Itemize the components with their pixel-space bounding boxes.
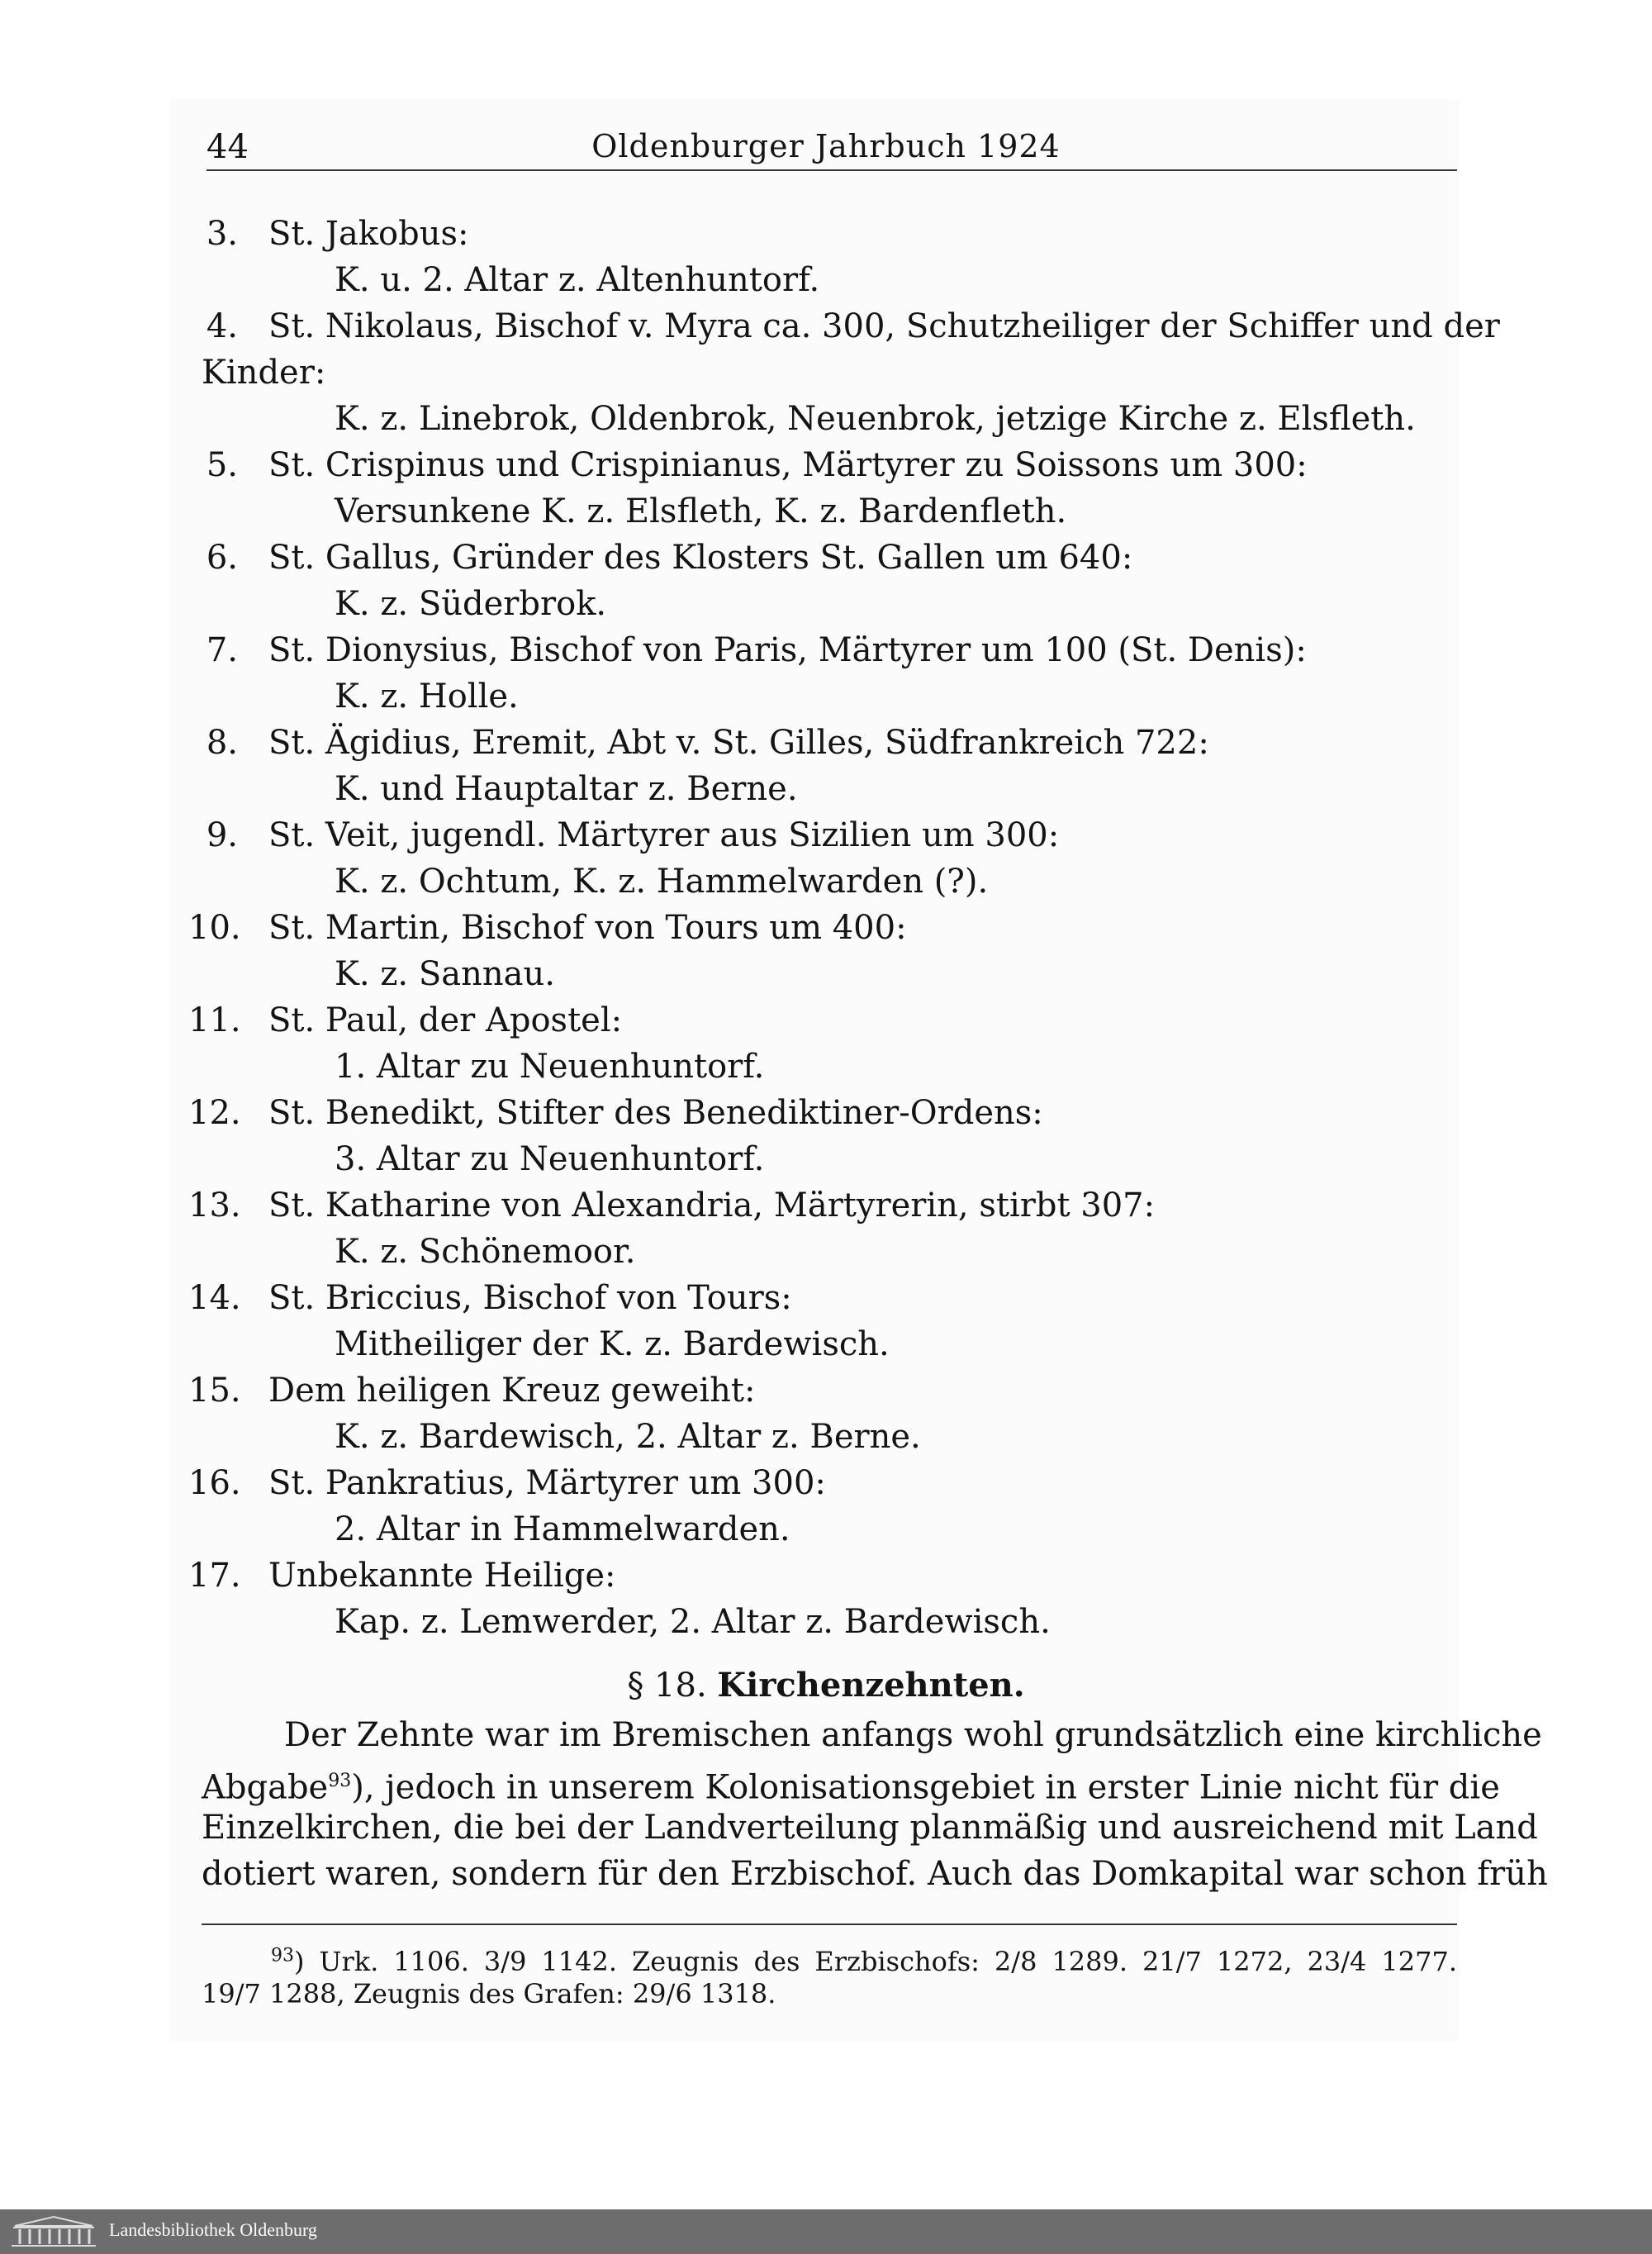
entry-number: 7. [206,631,238,669]
entry-detail: K. z. Holle. [335,678,519,716]
entry-detail: 2. Altar in Hammelwarden. [335,1510,790,1548]
list-entry [0,303,1652,442]
list-entry [0,1460,1652,1553]
entry-number: 4. [206,307,238,345]
entry-detail: K. z. Süderbrok. [335,585,607,623]
entry-detail: K. z. Linebrok, Oldenbrok, Neuenbrok, jetzige Kirche z. Elsfleth. [335,400,1416,438]
entry-number: 6. [206,539,238,577]
entry-number: 9. [206,816,238,854]
body-paragraph [202,1712,1548,1897]
entry-number: 16. [188,1464,241,1502]
section-number: § 18. [627,1667,707,1705]
paragraph-line: Abgabe$^{93}$), jedoch in unserem Kolonisationsgebiet in erster Linie nicht für die [202,1768,1500,1807]
list-entry [0,720,1652,812]
footnote-line: $^{93}$) Urk. 1106. 3/9 1142. Zeugnis des Erzbischofs: 2/8 1289. 21/7 1272, 23/4 1277. [271,1945,1457,1977]
footnote [202,1937,1457,2013]
saints-list [0,211,1652,1645]
entry-title: St. Katharine von Alexandria, Märtyrerin, stirbt 307: [268,1186,1156,1224]
list-entry [0,997,1652,1090]
entry-title: St. Dionysius, Bischof von Paris, Märtyrer um 100 (St. Denis): [268,631,1307,669]
list-entry [0,1182,1652,1275]
entry-detail: Versunkene K. z. Elsfleth, K. z. Bardenfleth. [335,492,1067,530]
entry-title: St. Ägidius, Eremit, Abt v. St. Gilles, Südfrankreich 722: [268,724,1209,762]
entry-detail: K. z. Sannau. [335,955,555,993]
page-number: 44 [206,128,249,166]
entry-number: 17. [188,1557,241,1595]
entry-number: 8. [206,724,238,762]
list-entry [0,812,1652,905]
entry-title: St. Martin, Bischof von Tours um 400: [268,909,907,947]
footnote-line: 19/7 1288, Zeugnis des Grafen: 29/6 1318. [202,1978,776,2009]
list-entry [0,535,1652,627]
section-title: Kirchenzehnten. [717,1666,1025,1705]
entry-number: 11. [188,1001,241,1039]
entry-title: St. Jakobus: [268,215,469,253]
paragraph-line: dotiert waren, sondern für den Erzbischof. Auch das Domkapital war schon früh [202,1855,1548,1893]
entry-title: Unbekannte Heilige: [268,1557,616,1595]
entry-number: 3. [206,215,238,253]
entry-title: St. Crispinus und Crispinianus, Märtyrer zu Soissons um 300: [268,446,1308,484]
paragraph-line: Einzelkirchen, die bei der Landverteilung planmäßig und ausreichend mit Land [202,1809,1538,1847]
list-entry [0,905,1652,997]
entry-title: St. Paul, der Apostel: [268,1001,623,1039]
entry-detail: K. u. 2. Altar z. Altenhuntorf. [335,261,820,299]
library-footer-bar [0,2209,1652,2254]
list-entry [0,1275,1652,1367]
paragraph-line: Der Zehnte war im Bremischen anfangs wohl grundsätzlich eine kirchliche [284,1716,1542,1754]
entry-number: 10. [188,909,241,947]
list-entry [0,1090,1652,1182]
entry-detail: K. z. Schönemoor. [335,1233,636,1271]
entry-detail: K. z. Bardewisch, 2. Altar z. Berne. [335,1418,921,1456]
library-building-icon [8,2214,99,2249]
entry-title-continued: Kinder: [202,354,326,392]
entry-number: 13. [188,1186,241,1224]
entry-title: St. Briccius, Bischof von Tours: [268,1279,792,1317]
running-header [0,107,1652,174]
header-rule [206,169,1457,171]
list-entry [0,442,1652,535]
list-entry [0,627,1652,720]
entry-detail: Mitheiliger der K. z. Bardewisch. [335,1325,890,1363]
entry-title: St. Benedikt, Stifter des Benediktiner-Ordens: [268,1094,1043,1132]
footnote-reference: 93 [328,1771,352,1791]
entry-number: 12. [188,1094,241,1132]
list-entry [0,211,1652,303]
entry-title: St. Gallus, Gründer des Klosters St. Gallen um 640: [268,539,1133,577]
entry-detail: K. z. Ochtum, K. z. Hammelwarden (?). [335,863,989,901]
entry-number: 15. [188,1372,241,1410]
entry-title: St. Veit, jugendl. Märtyrer aus Sizilien um 300: [268,816,1060,854]
entry-detail: K. und Hauptaltar z. Berne. [335,770,798,808]
entry-title: Dem heiligen Kreuz geweiht: [268,1372,756,1410]
library-name: Landesbibliothek Oldenburg [109,2219,317,2240]
list-entry [0,1367,1652,1460]
section-heading [0,1662,1652,1709]
running-title: Oldenburger Jahrbuch 1924 [591,128,1061,164]
footnote-rule [202,1924,1457,1925]
entry-detail: 3. Altar zu Neuenhuntorf. [335,1140,765,1178]
entry-detail: 1. Altar zu Neuenhuntorf. [335,1048,765,1086]
entry-title: St. Nikolaus, Bischof v. Myra ca. 300, Schutzheiliger der Schiffer und der [268,307,1500,345]
list-entry [0,1553,1652,1645]
entry-detail: Kap. z. Lemwerder, 2. Altar z. Bardewisch. [335,1603,1051,1641]
footnote-marker: 93 [271,1945,294,1966]
entry-number: 14. [188,1279,241,1317]
entry-title: St. Pankratius, Märtyrer um 300: [268,1464,826,1502]
entry-number: 5. [206,446,238,484]
